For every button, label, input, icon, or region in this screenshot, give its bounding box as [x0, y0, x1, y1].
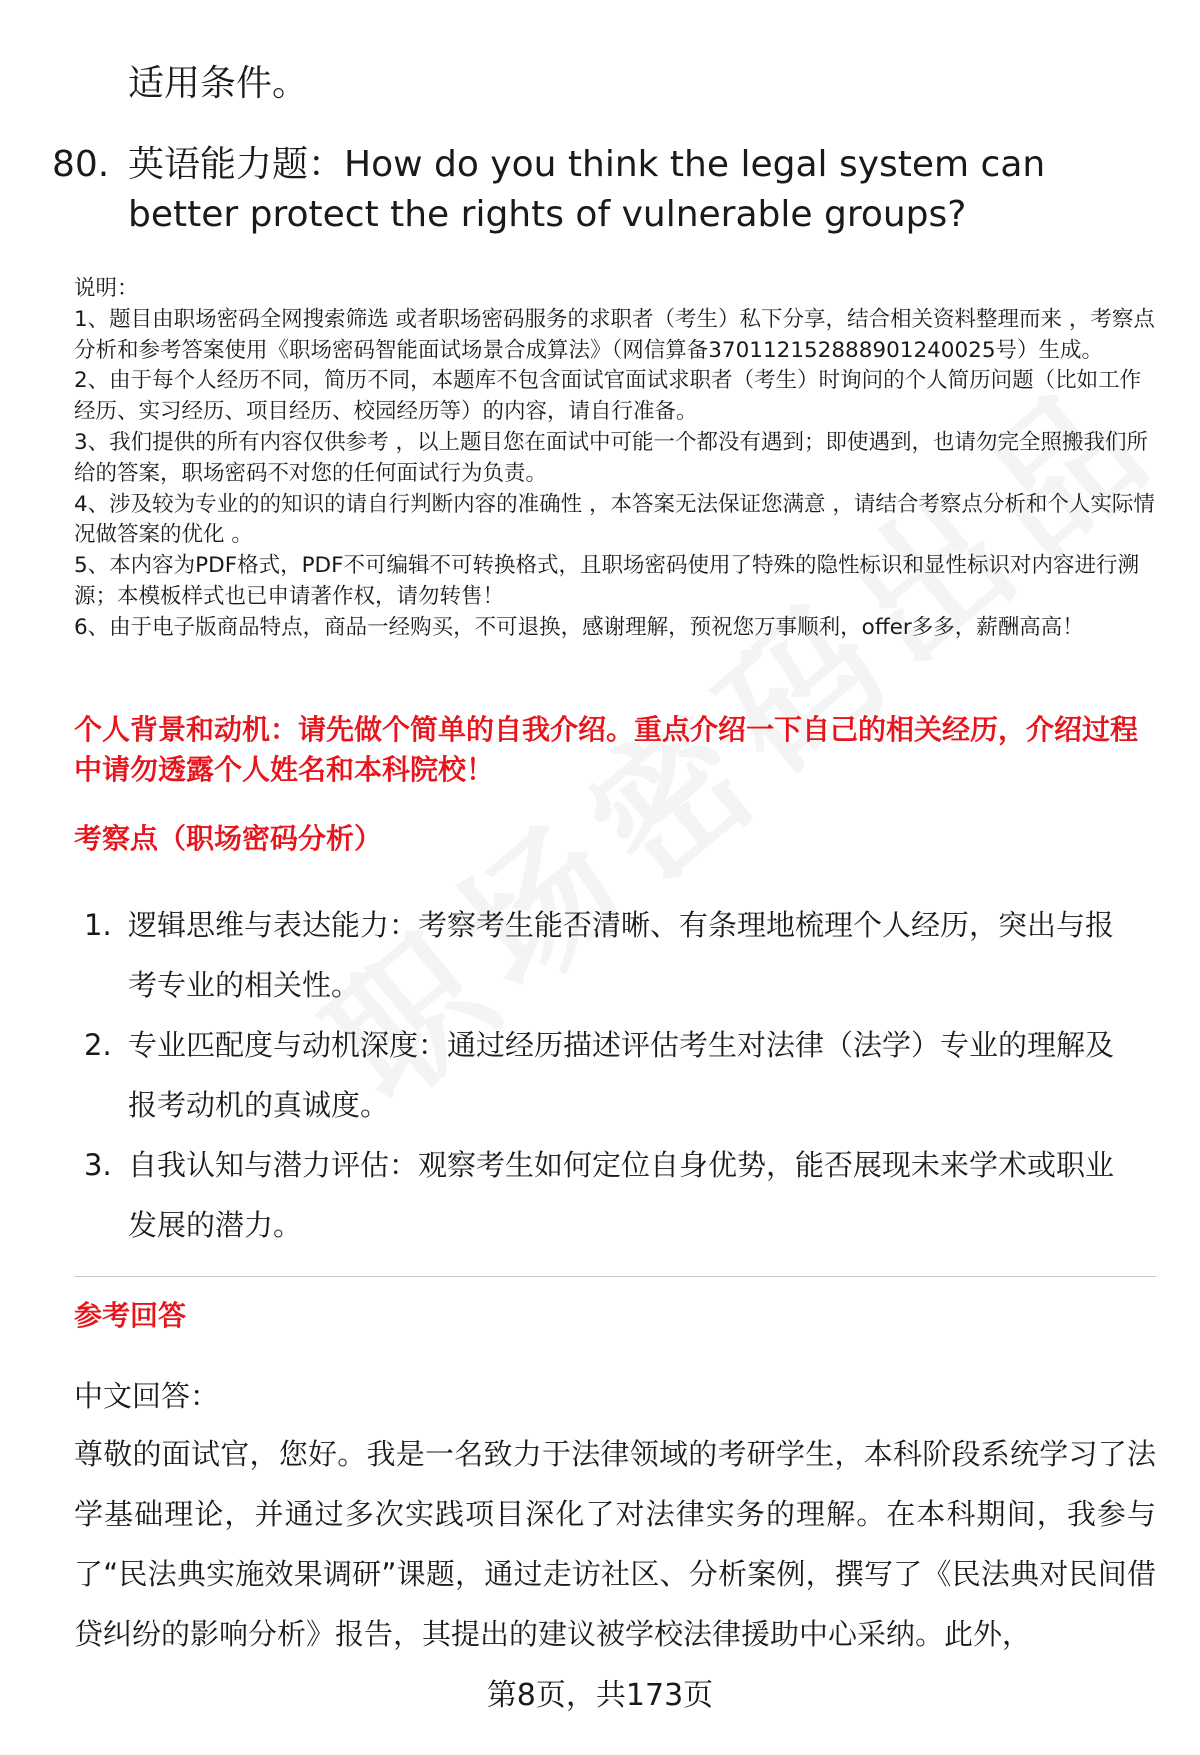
reference-answer-title: 参考回答 — [74, 1299, 187, 1332]
note-item: 3、我们提供的所有内容仅供参考 ，以上题目您在面试中可能一个都没有遇到；即使遇到，也请勿完全照搬我们所给的答案，职场密码不对您的任何面试行为负责。 — [74, 429, 1149, 486]
assessment-point — [84, 895, 1144, 1015]
note-item: 5、本内容为PDF格式，PDF不可编辑不可转换格式，且职场密码使用了特殊的隐性标识和显性标识对内容进行溯源；本模板样式也已申请著作权，请勿转售！ — [74, 553, 1139, 609]
assessment-points — [84, 895, 1144, 1255]
point-number: 2. — [84, 1028, 112, 1062]
previous-answer-continuation: 适用条件。 — [128, 63, 309, 104]
question-80 — [52, 140, 1152, 240]
note-item: 4、涉及较为专业的的知识的请自行判断内容的准确性 ，本答案无法保证您满意 ，请结合考察点分析和个人实际情况做答案的优化 。 — [74, 491, 1155, 548]
point-number: 3. — [84, 1148, 112, 1182]
note-item: 6、由于电子版商品特点，商品一经购买，不可退换，感谢理解，预祝您万事顺利，offer多多，薪酬高高！ — [74, 614, 1084, 640]
point-text: 专业匹配度与动机深度：通过经历描述评估考生对法律（法学）专业的理解及报考动机的真诚度。 — [128, 1028, 1115, 1122]
section-divider — [74, 1276, 1156, 1277]
notes-block — [74, 274, 1160, 644]
page-number-footer: 第8页，共173页 — [486, 1678, 714, 1713]
background-question-title: 个人背景和动机：请先做个简单的自我介绍。重点介绍一下自己的相关经历，介绍过程中请勿透露个人姓名和本科院校！ — [74, 713, 1139, 786]
question-text: 英语能力题：How do you think the legal system can better protect the rights of vulnerable groups? — [128, 144, 1046, 235]
assessment-title: 考察点（职场密码分析） — [74, 822, 383, 855]
point-text: 逻辑思维与表达能力：考察考生能否清晰、有条理地梳理个人经历，突出与报考专业的相关性。 — [128, 908, 1115, 1002]
question-number: 80. — [52, 144, 110, 185]
point-number: 1. — [84, 908, 112, 942]
point-text: 自我认知与潜力评估：观察考生如何定位自身优势，能否展现未来学术或职业发展的潜力。 — [128, 1148, 1115, 1242]
notes-title: 说明： — [74, 276, 139, 301]
assessment-point — [84, 1015, 1144, 1135]
assessment-point — [84, 1135, 1144, 1255]
chinese-answer-label: 中文回答： — [74, 1379, 220, 1413]
note-item: 2、由于每个人经历不同，简历不同，本题库不包含面试官面试求职者（考生）时询问的个人简历问题（比如工作经历、实习经历、项目经历、校园经历等）的内容，请自行准备。 — [74, 368, 1142, 425]
note-item: 1、题目由职场密码全网搜索筛选 或者职场密码服务的求职者（考生）私下分享，结合相关资料整理而来 ，考察点分析和参考答案使用《职场密码智能面试场景合成算法》（网信算备370112152888901240025号）生成。 — [74, 306, 1155, 363]
answer-text: 尊敬的面试官，您好。我是一名致力于法律领域的考研学生，本科阶段系统学习了法学基础理论，并通过多次实践项目深化了对法律实务的理解。在本科期间，我参与了“民法典实施效果调研”课题，通过走访社区、分析案例，撰写了《民法典对民间借贷纠纷的影响分析》报告，其提出的建议被学校法律援助中心采纳。此外， — [74, 1437, 1156, 1651]
